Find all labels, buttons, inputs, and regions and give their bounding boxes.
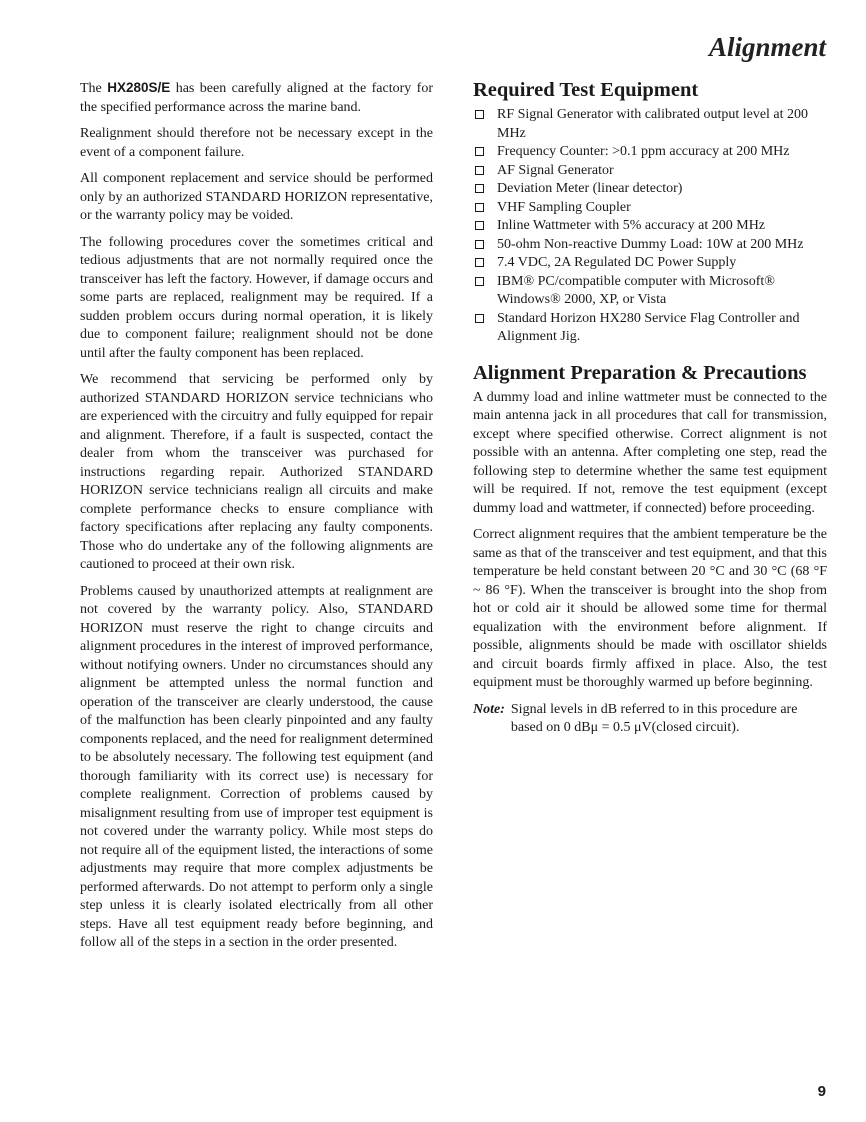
- left-column: [80, 79, 433, 961]
- paragraph: Realignment should therefore not be necessary except in the event of a component failure.: [80, 126, 433, 160]
- checkbox-square-icon: [475, 221, 484, 230]
- paragraph: Correct alignment requires that the ambient temperature be the same as that of the transceiver and test equipment, and that this temperature be held constant between 20 °C and 30 °C (68 °F ~ 86 °F). When the transceiver is brought into the shop from hot or cold air it should be allowed some time for thermal equalization with the environment before alignment. If possible, alignments should be made with oscillator shields and circuit boards firmly affixed in place. Also, the test equipment must be thoroughly warmed up before beginning.: [473, 527, 827, 690]
- checkbox-square-icon: [475, 277, 484, 286]
- list-item: Deviation Meter (linear detector): [473, 180, 827, 199]
- list-item: 7.4 VDC, 2A Regulated DC Power Supply: [473, 254, 827, 273]
- checkbox-square-icon: [475, 110, 484, 119]
- checkbox-square-icon: [475, 258, 484, 267]
- list-item: IBM® PC/compatible computer with Microsoft® Windows® 2000, XP, or Vista: [473, 273, 827, 310]
- checkbox-square-icon: [475, 240, 484, 249]
- intro-text: has been carefully aligned at the factory for the specified performance across the marine band.: [80, 81, 434, 115]
- note-label: Note:: [473, 701, 505, 717]
- list-item: Frequency Counter: >0.1 ppm accuracy at 200 MHz: [473, 143, 827, 162]
- checkbox-square-icon: [475, 203, 484, 212]
- checkbox-square-icon: [475, 184, 484, 193]
- equipment-list: [473, 106, 827, 347]
- list-item: RF Signal Generator with calibrated output level at 200 MHz: [473, 106, 827, 143]
- checkbox-square-icon: [475, 147, 484, 156]
- checkbox-square-icon: [475, 166, 484, 175]
- paragraph: All component replacement and service should be performed only by an authorized STANDARD HORIZON representative, or the warranty policy may be voided.: [80, 171, 433, 223]
- paragraph: A dummy load and inline wattmeter must be connected to the main antenna jack in all procedures that call for transmission, except where specified otherwise. Correct alignment is not possible with an antenna. After completing one step, read the following step to determine whether the same test equipment will be required. If not, remove the test equipment (except dummy load and wattmeter, if connected) before proceeding.: [473, 389, 827, 516]
- prep-heading: Alignment Preparation & Precautions: [473, 361, 807, 384]
- page-number: 9: [817, 1083, 826, 1100]
- paragraph: We recommend that servicing be performed only by authorized STANDARD HORIZON service technicians who are experienced with the circuitry and fully equipped for repair and alignment. Therefore, if a fault is suspected, contact the dealer from whom the transceiver was purchased for instructions regarding repair. Authorized STANDARD HORIZON service technicians realign all circuits and make complete performance checks to ensure compliance with factory specifications after replacing any faulty components. Those who do undertake any of the following alignments are cautioned to proceed at their own risk.: [80, 372, 433, 572]
- list-item: Standard Horizon HX280 Service Flag Controller and Alignment Jig.: [473, 310, 827, 347]
- list-item: AF Signal Generator: [473, 162, 827, 181]
- list-item: VHF Sampling Coupler: [473, 199, 827, 218]
- equipment-heading: Required Test Equipment: [473, 79, 699, 101]
- note: [473, 701, 827, 738]
- list-item: 50-ohm Non-reactive Dummy Load: 10W at 200 MHz: [473, 236, 827, 255]
- list-item: Inline Wattmeter with 5% accuracy at 200 MHz: [473, 217, 827, 236]
- note-text: Signal levels in dB referred to in this procedure are based on 0 dBμ = 0.5 μV(closed circuit).: [510, 701, 798, 735]
- intro-paragraph: The HX280S/E has been carefully aligned at the factory for the specified performance across the marine band.: [80, 80, 434, 115]
- page-title: Alignment: [708, 32, 826, 62]
- paragraph: The following procedures cover the sometimes critical and tedious adjustments that are not normally required once the transceiver has left the factory. However, if damage occurs and some parts are replaced, realignment may be required. If a sudden problem occurs during normal operation, it is likely due to component failure; realignment should not be done until after the faulty component has been replaced.: [80, 234, 433, 361]
- checkbox-square-icon: [475, 314, 484, 323]
- right-column: [473, 78, 827, 738]
- paragraph: Problems caused by unauthorized attempts at realignment are not covered by the warranty policy. Also, STANDARD HORIZON must reserve the right to change circuits and alignment procedures in the interest of improved performance, without notifying owners. Under no circumstances should any alignment be attempted unless the normal function and operation of the transceiver are clearly understood, the cause of the malfunction has been clearly pinpointed and any faulty components replaced, and the need for realignment determined to be absolutely necessary. The following test equipment (and thorough familiarity with its correct use) is necessary for complete realignment. Correction of problems caused by misalignment resulting from use of improper test equipment is not covered under the warranty policy. While most steps do not require all of the equipment listed, the interactions of some adjustments may require that more complex adjustments be performed afterwards. Do not attempt to perform only a single step unless it is clearly isolated electrically from all other steps. Have all test equipment ready before beginning, and follow all of the steps in a section in the order presented.: [80, 583, 433, 950]
- model-name: HX280S/E: [107, 80, 171, 95]
